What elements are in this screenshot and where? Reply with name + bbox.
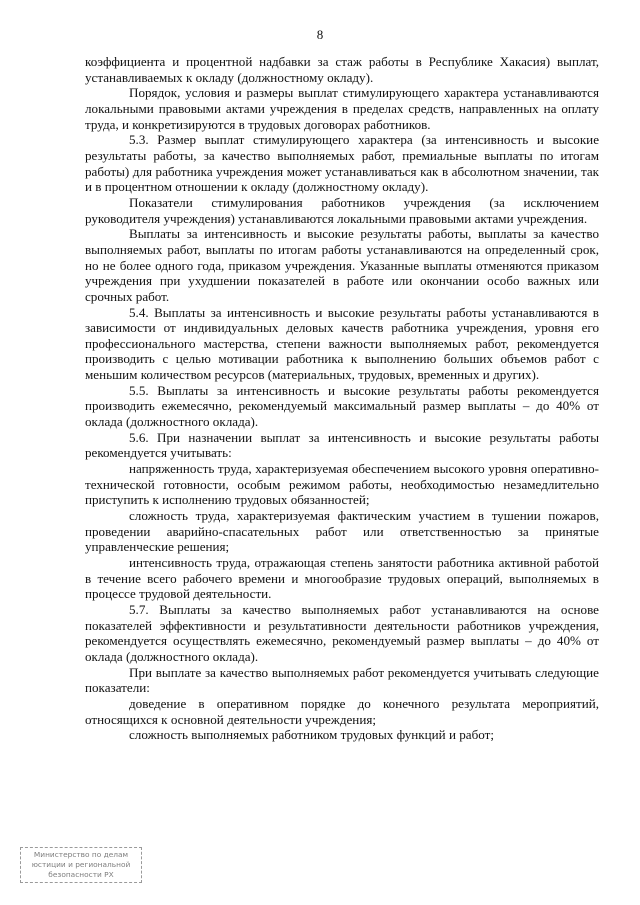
- paragraph: 5.4. Выплаты за интенсивность и высокие результаты работы устанавливаются в зависимости от индивидуальных деловых качеств работника учреждения, уровня его профессионального мастерства, степени важности выполняемых работ, рекомендуется производить с целью мотивации работника к выполнению больших объемов работ с меньшим количеством ресурсов (материальных, трудовых, временных и других).: [85, 304, 599, 383]
- page-number: 8: [316, 27, 324, 42]
- paragraph: сложность выполняемых работником трудовых функций и работ;: [129, 727, 494, 743]
- registration-stamp: [20, 847, 142, 883]
- paragraph: При выплате за качество выполняемых работ рекомендуется учитывать следующие показатели:: [85, 664, 599, 696]
- paragraph: Порядок, условия и размеры выплат стимулирующего характера устанавливаются локальными правовыми актами учреждения в пределах средств, направленных на оплату труда, и конкретизируются в трудовых договорах работников.: [85, 85, 599, 132]
- paragraph: доведение в оперативном порядке до конечного результата мероприятий, относящихся к основной деятельности учреждения;: [85, 695, 599, 727]
- stamp-line: юстиции и региональной: [31, 860, 131, 869]
- paragraph: 5.5. Выплаты за интенсивность и высокие результаты работы рекомендуется производить ежемесячно, рекомендуемый максимальный размер выплаты – до 40% от оклада (должностного оклада).: [85, 382, 599, 430]
- paragraph: 5.3. Размер выплат стимулирующего характера (за интенсивность и высокие результаты работы, за качество выполняемых работ, премиальные выплаты по итогам работы) для работника учреждения может устанавливаться как в абсолютном значении, так и в процентном отношении к окладу (должностному окладу).: [85, 132, 599, 195]
- stamp-line: безопасности РХ: [48, 870, 114, 879]
- paragraph: 5.6. При назначении выплат за интенсивность и высокие результаты работы рекомендуется учитывать:: [85, 429, 599, 461]
- paragraph: Показатели стимулирования работников учреждения (за исключением руководителя учреждения) устанавливаются локальными правовыми актами учреждения.: [85, 194, 599, 226]
- paragraph: коэффициента и процентной надбавки за стаж работы в Республике Хакасия) выплат, устанавливаемых к окладу (должностному окладу).: [85, 54, 599, 85]
- stamp-line: Министерство по делам: [33, 850, 129, 859]
- paragraph: напряженность труда, характеризуемая обеспечением высокого уровня оперативно-технической готовности, особым режимом работы, необходимостью незамедлительно приступить к исполнению трудовых обязанностей;: [85, 461, 599, 508]
- document-body: [85, 54, 599, 743]
- paragraph: 5.7. Выплаты за качество выполняемых работ устанавливаются на основе показателей эффективности и результативности деятельности работников учреждения, рекомендуется осуществлять ежемесячно, рекомендуемый размер выплаты – до 40% от оклада (должностного оклада).: [85, 601, 599, 664]
- paragraph: сложность труда, характеризуемая фактическим участием в тушении пожаров, проведении аварийно-спасательных работ или ответственностью за принятые управленческие решения;: [85, 508, 599, 555]
- paragraph: Выплаты за интенсивность и высокие результаты работы, выплаты за качество выполняемых работ, выплаты по итогам работы устанавливаются на определенный срок, но не более одного года, приказом учреждения. Указанные выплаты отменяются приказом учреждения при ухудшении показателей в работе или окончании особо важных или срочных работ.: [85, 226, 599, 304]
- paragraph: интенсивность труда, отражающая степень занятости работника активной работой в течение всего рабочего времени и многообразие трудовых операций, выполняемых в процессе трудовой деятельности.: [85, 555, 599, 602]
